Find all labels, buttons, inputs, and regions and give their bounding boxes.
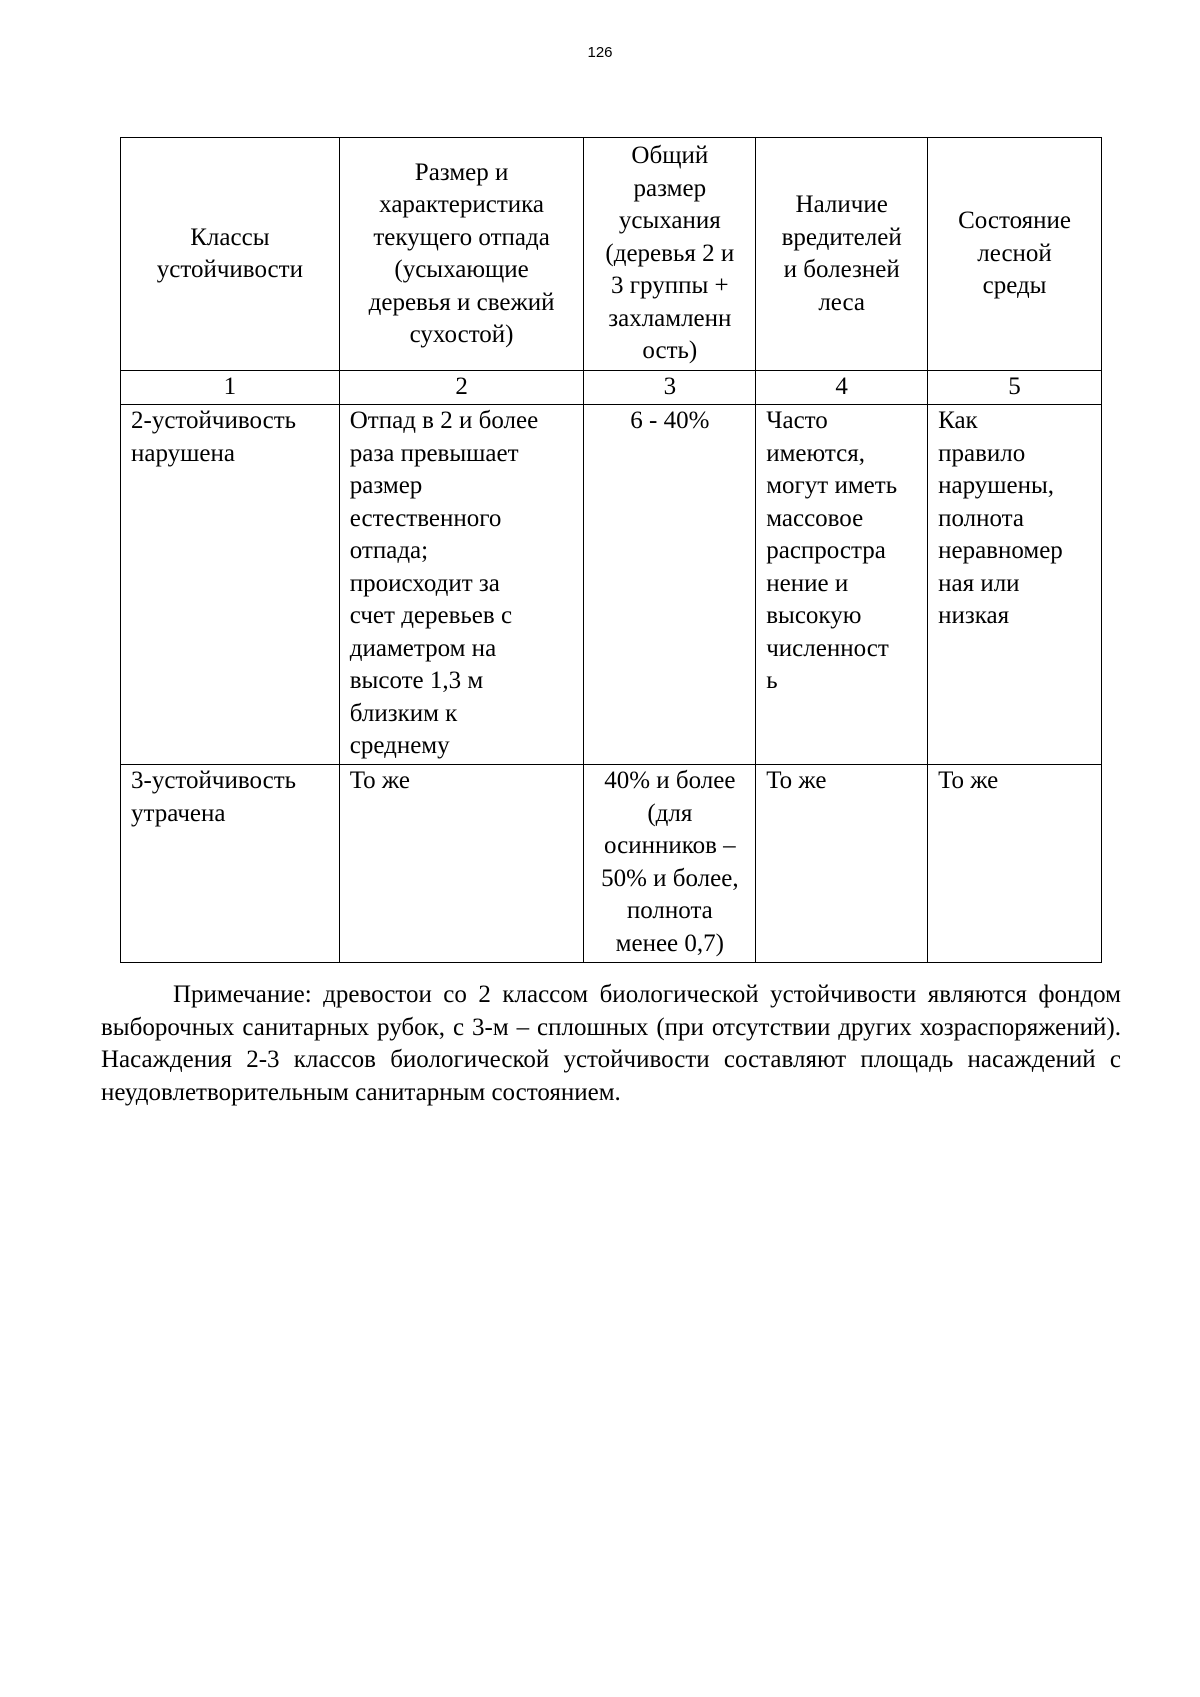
table-cell: Часто имеются, могут иметь массовое распростра нение и высокую численност ь xyxy=(756,405,928,765)
table-cell: 6 - 40% xyxy=(584,405,756,765)
table-cell: Как правило нарушены, полнота неравномер ная или низкая xyxy=(928,405,1102,765)
header-cell-current-dieback: Размер и характеристика текущего отпада (усыхающие деревья и свежий сухостой) xyxy=(339,138,584,371)
resilience-classes-table xyxy=(120,137,1102,963)
column-number-cell: 2 xyxy=(339,371,584,405)
table-cell: Отпад в 2 и более раза превышает размер естественного отпада; происходит за счет деревьев с диаметром на высоте 1,3 м близким к среднему xyxy=(339,405,584,765)
table-cell: То же xyxy=(928,765,1102,963)
table-cell: 40% и более (для осинников – 50% и более, полнота менее 0,7) xyxy=(584,765,756,963)
column-number-cell: 4 xyxy=(756,371,928,405)
header-cell-classes: Классы устойчивости xyxy=(121,138,340,371)
header-cell-pests-diseases: Наличие вредителей и болезней леса xyxy=(756,138,928,371)
column-number-cell: 3 xyxy=(584,371,756,405)
table-row xyxy=(121,405,1102,765)
header-cell-total-drying: Общий размер усыхания (деревья 2 и 3 группы + захламленн ость) xyxy=(584,138,756,371)
column-number-cell: 5 xyxy=(928,371,1102,405)
table-header-row xyxy=(121,138,1102,371)
table-cell: 2-устойчивость нарушена xyxy=(121,405,340,765)
column-number-row xyxy=(121,371,1102,405)
note-paragraph: Примечание: древостои со 2 классом биологической устойчивости являются фондом выборочных санитарных рубок, с 3-м – сплошных (при отсутствии других хозраспоряжений). Насаждения 2-3 классов биологической устойчивости составляют площадь насаждений с неудовлетворительным санитарным состоянием. xyxy=(101,981,1121,1106)
table-cell: То же xyxy=(339,765,584,963)
table-cell: То же xyxy=(756,765,928,963)
table-cell: 3-устойчивость утрачена xyxy=(121,765,340,963)
table-row xyxy=(121,765,1102,963)
page-number: 126 xyxy=(587,44,613,61)
header-cell-forest-environment: Состояние лесной среды xyxy=(928,138,1102,371)
column-number-cell: 1 xyxy=(121,371,340,405)
